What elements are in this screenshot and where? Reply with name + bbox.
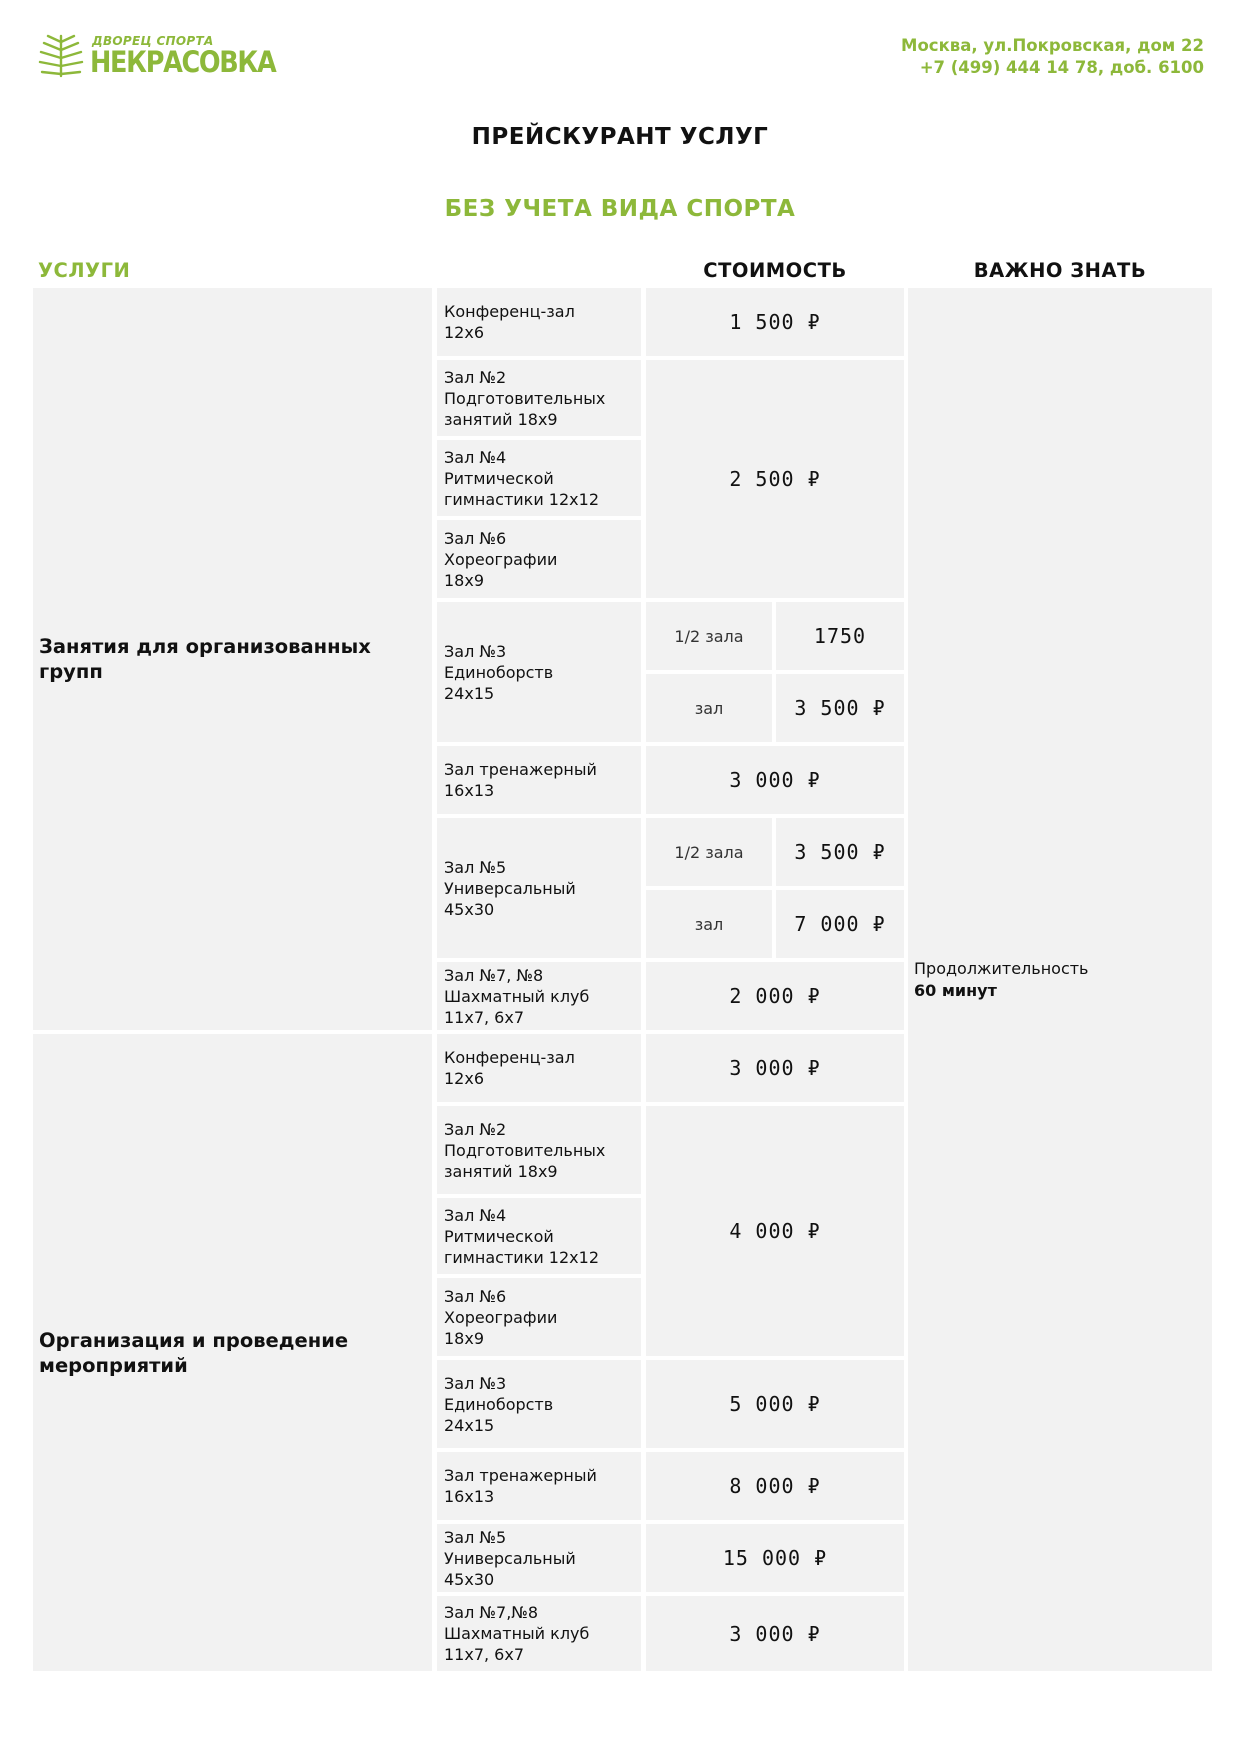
price-halls-2-4-6: 4 000 ₽: [646, 1106, 904, 1356]
price-gym: 3 000 ₽: [646, 746, 904, 814]
hall-conference: Конференц-зал 12х6: [437, 288, 641, 356]
hall-gym: Зал тренажерный 16х13: [437, 1452, 641, 1520]
column-header-note: ВАЖНО ЗНАТЬ: [973, 259, 1147, 282]
price-hall-5-full: 7 000 ₽: [776, 890, 904, 958]
logo: [38, 32, 276, 82]
hall-5-full-label: зал: [646, 890, 772, 958]
logo-name: НЕКРАСОВКА: [90, 45, 276, 79]
hall-chess: Зал №7, №8 Шахматный клуб 11х7, 6х7: [437, 962, 641, 1030]
hall-6: Зал №6 Хореографии 18х9: [437, 520, 641, 598]
duration-label: Продолжительность: [914, 958, 1089, 978]
category-events: Организация и проведение мероприятий: [33, 1034, 432, 1671]
hall-gym: Зал тренажерный 16х13: [437, 746, 641, 814]
price-conference: 3 000 ₽: [646, 1034, 904, 1102]
page-title: ПРЕЙСКУРАНТ УСЛУГ: [471, 124, 769, 150]
price-hall-3-half: 1750: [776, 602, 904, 670]
category-organized-groups: Занятия для организованных групп: [33, 288, 432, 1030]
price-hall-3-full: 3 500 ₽: [776, 674, 904, 742]
duration-value: 60 минут: [914, 980, 997, 1000]
price-hall-3: 5 000 ₽: [646, 1360, 904, 1448]
hall-5: Зал №5 Универсальный 45х30: [437, 818, 641, 958]
address: Москва, ул.Покровская, дом 22: [901, 36, 1204, 55]
hall-2: Зал №2 Подготовительных занятий 18х9: [437, 360, 641, 436]
contact-block: [901, 35, 1204, 79]
hall-3-half-label: 1/2 зала: [646, 602, 772, 670]
price-chess: 2 000 ₽: [646, 962, 904, 1030]
page-subtitle: БЕЗ УЧЕТА ВИДА СПОРТА: [444, 196, 796, 222]
hall-chess: Зал №7,№8 Шахматный клуб 11х7, 6х7: [437, 1596, 641, 1671]
hall-4: Зал №4 Ритмической гимнастики 12х12: [437, 1198, 641, 1274]
hall-conference: Конференц-зал 12х6: [437, 1034, 641, 1102]
important-note: [908, 288, 1212, 1671]
hall-6: Зал №6 Хореографии 18х9: [437, 1278, 641, 1356]
hall-5: Зал №5 Универсальный 45х30: [437, 1524, 641, 1592]
price-chess: 3 000 ₽: [646, 1596, 904, 1671]
logo-supertitle: ДВОРЕЦ СПОРТА: [92, 34, 214, 48]
hall-3: Зал №3 Единоборств 24х15: [437, 602, 641, 742]
hall-3-full-label: зал: [646, 674, 772, 742]
price-hall-5: 15 000 ₽: [646, 1524, 904, 1592]
price-conference: 1 500 ₽: [646, 288, 904, 356]
price-halls-2-4-6: 2 500 ₽: [646, 360, 904, 598]
column-header-cost: СТОИМОСТЬ: [703, 259, 847, 282]
hall-2: Зал №2 Подготовительных занятий 18х9: [437, 1106, 641, 1194]
hall-5-half-label: 1/2 зала: [646, 818, 772, 886]
logo-emblem-icon: [38, 32, 84, 80]
hall-4: Зал №4 Ритмической гимнастики 12х12: [437, 440, 641, 516]
column-header-services: УСЛУГИ: [38, 259, 131, 282]
hall-3: Зал №3 Единоборств 24х15: [437, 1360, 641, 1448]
price-hall-5-half: 3 500 ₽: [776, 818, 904, 886]
phone: +7 (499) 444 14 78, доб. 6100: [919, 58, 1204, 77]
price-gym: 8 000 ₽: [646, 1452, 904, 1520]
